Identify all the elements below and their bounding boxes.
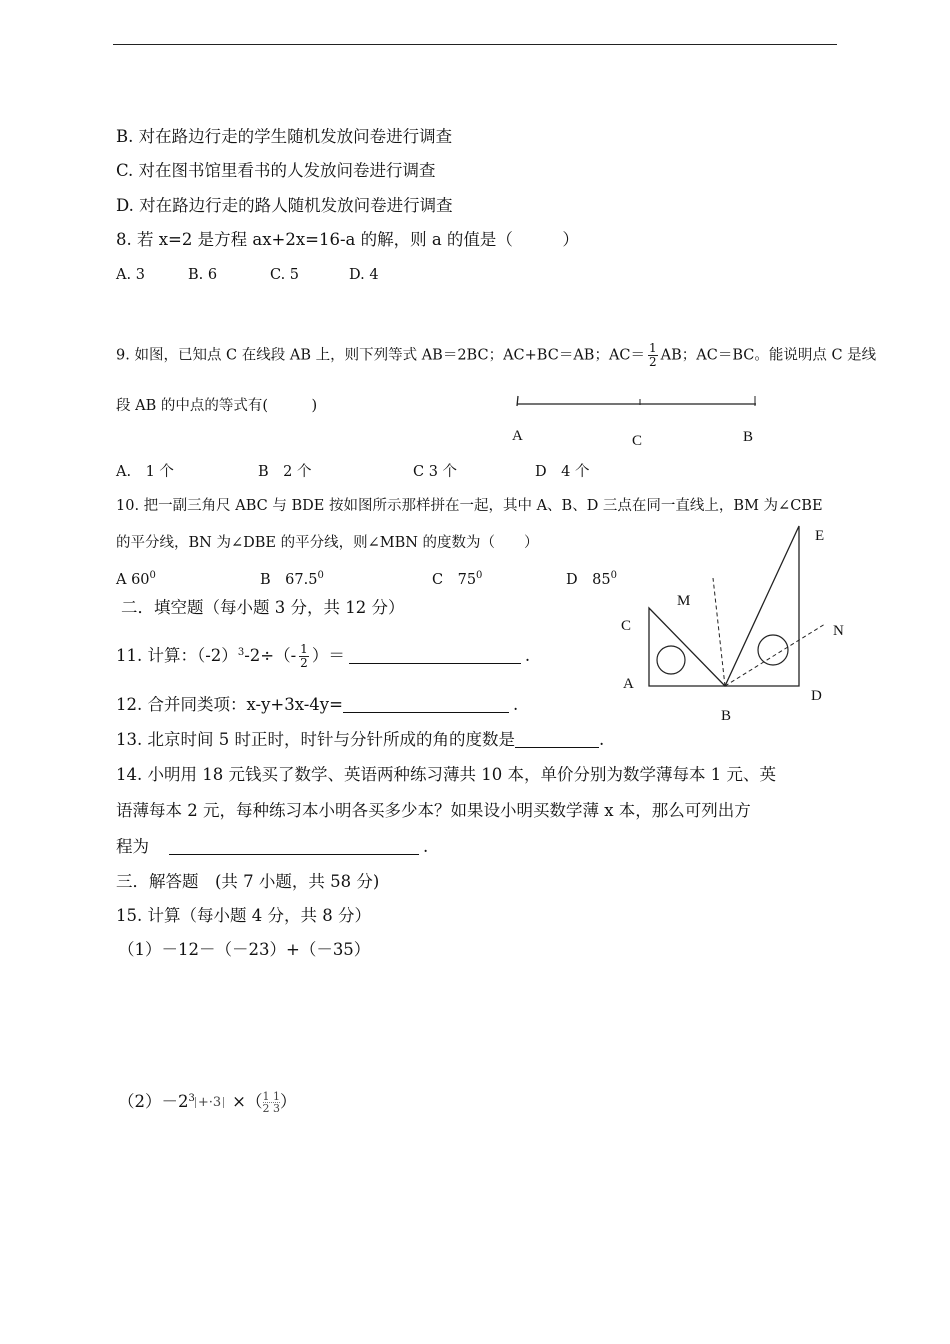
q10-option-c: [432, 566, 482, 590]
q9-option-b: B 2 个: [258, 464, 312, 480]
q14-line3-text: 程为: [116, 837, 149, 856]
q14-line-2: 语薄每本 2 元，每种练习本小明各买多少本？如果设小明买数学薄 x 本，那么可列出方: [116, 801, 751, 820]
header-rule: [113, 44, 837, 45]
q11-end: .: [524, 646, 531, 665]
q15-stem: 15. 计算（每小题 4 分，共 8 分）: [116, 906, 371, 925]
q11-fraction: [299, 643, 309, 670]
q14-end: .: [423, 837, 429, 856]
q8-stem: 8. 若 x=2 是方程 ax+2x=16-a 的解，则 a 的值是（ ）: [116, 230, 579, 249]
section-2-title: 二．填空题（每小题 3 分，共 12 分）: [121, 598, 405, 617]
q9-option-c: C 3 个: [413, 464, 458, 480]
q11-answer-blank[interactable]: [349, 645, 521, 664]
degree-mark: 0: [610, 570, 617, 581]
degree-mark: 0: [476, 570, 483, 581]
q10-option-c-text: C 75: [432, 572, 477, 588]
q8-option-a: A. 3: [116, 267, 145, 283]
label-b: B: [743, 429, 754, 445]
label-m: M: [677, 593, 691, 609]
label-c: C: [632, 433, 643, 449]
label-d: D: [811, 688, 822, 704]
q14-answer-blank[interactable]: [169, 836, 419, 855]
q10-option-b-text: B 67.5: [260, 572, 318, 588]
q15-p2-frac-den: 2 3: [262, 1102, 280, 1115]
q14-line-1: 14. 小明用 18 元钱买了数学、英语两种练习薄共 10 本，单价分别为数学薄每本 1 元、英: [116, 765, 776, 784]
q15-part-1: （1）－12－（－23）+（－35）: [118, 940, 371, 959]
q11-exp: 3: [237, 647, 245, 658]
q10-option-d-text: D 85: [566, 572, 611, 588]
q9-stem-b: AB；AC＝BC。能说明点 C 是线: [660, 347, 877, 364]
q9-fraction: [648, 342, 658, 369]
q11-mid: -2÷（-: [244, 646, 297, 665]
q7-option-d: D. 对在路边行走的路人随机发放问卷进行调查: [116, 196, 453, 215]
q11-frac-den: 2: [300, 656, 308, 670]
label-b: B: [721, 708, 732, 724]
q9-option-a: A. 1 个: [116, 464, 174, 480]
q15-p2-abs: +·3: [195, 1097, 224, 1108]
q10-option-d: [566, 566, 617, 590]
q12-end: .: [512, 695, 519, 714]
ray-bm: [713, 578, 725, 686]
q13-end: .: [598, 730, 605, 749]
q13-pre: 13. 北京时间 5 时正时，时针与分针所成的角的度数是: [116, 730, 515, 749]
q8-option-d: D. 4: [349, 267, 379, 283]
q12: [116, 694, 518, 716]
triangle-abc: [649, 608, 725, 686]
q10-stem-b: 的平分线，BN 为∠DBE 的平分线，则∠MBN 的度数为（ ）: [116, 535, 539, 551]
q9-stem-c: 段 AB 的中点的等式有( ): [116, 398, 318, 414]
q7-option-b: B. 对在路边行走的学生随机发放问卷进行调查: [116, 127, 453, 146]
q15-p2-pre: （2）－2: [118, 1092, 189, 1111]
q11-frac-num: 1: [300, 642, 308, 656]
q11-pre: 11. 计算：（-2）: [116, 646, 238, 665]
q15-p2-fraction: [263, 1091, 281, 1114]
q10-option-a: [116, 566, 156, 590]
hole-abc: [657, 646, 685, 674]
q10-option-b: [260, 566, 324, 590]
q9-option-d: D 4 个: [535, 464, 590, 480]
q15-part-2: [118, 1088, 297, 1114]
degree-mark: 0: [317, 570, 324, 581]
q9-frac-num: 1: [649, 341, 657, 355]
q10-triangles-figure: [615, 522, 855, 722]
q11-post: ）＝: [311, 646, 345, 665]
label-c: C: [621, 618, 632, 634]
q12-pre: 12. 合并同类项：x-y+3x-4y=: [116, 695, 343, 714]
q13: [116, 729, 604, 751]
q15-p2-exp: 3: [188, 1093, 195, 1104]
label-a: A: [623, 676, 634, 692]
q9-stem-a: 9. 如图，已知点 C 在线段 AB 上，则下列等式 AB＝2BC；AC+BC＝AB；AC＝: [116, 347, 646, 364]
q14-line-3: [116, 836, 428, 858]
label-n: N: [833, 623, 844, 639]
q13-answer-blank[interactable]: [515, 729, 599, 748]
label-a: A: [512, 428, 523, 444]
q9-segment-figure: [508, 390, 768, 450]
q9-stem: [116, 342, 876, 369]
q10-option-a-text: A 60: [116, 572, 150, 588]
q15-p2-end: ）: [280, 1092, 297, 1111]
q11: [116, 642, 530, 670]
degree-mark: 0: [149, 570, 156, 581]
hole-bde: [758, 635, 788, 665]
q12-answer-blank[interactable]: [343, 694, 509, 713]
q15-p2-times: ×（: [232, 1092, 263, 1111]
q9-frac-den: 2: [649, 355, 657, 369]
section-3-title: 三．解答题 (共 7 小题，共 58 分): [116, 872, 380, 891]
q15-p2-frac-num: 1 1: [262, 1090, 280, 1103]
q8-option-c: C. 5: [270, 267, 300, 283]
triangle-bde: [725, 526, 799, 686]
q10-stem-a: 10. 把一副三角尺 ABC 与 BDE 按如图所示那样拼在一起，其中 A、B、D 三点在同一直线上，BM 为∠CBE: [116, 498, 823, 514]
q7-option-c: C. 对在图书馆里看书的人发放问卷进行调查: [116, 161, 436, 180]
label-e: E: [815, 528, 825, 544]
q8-option-b: B. 6: [188, 267, 218, 283]
